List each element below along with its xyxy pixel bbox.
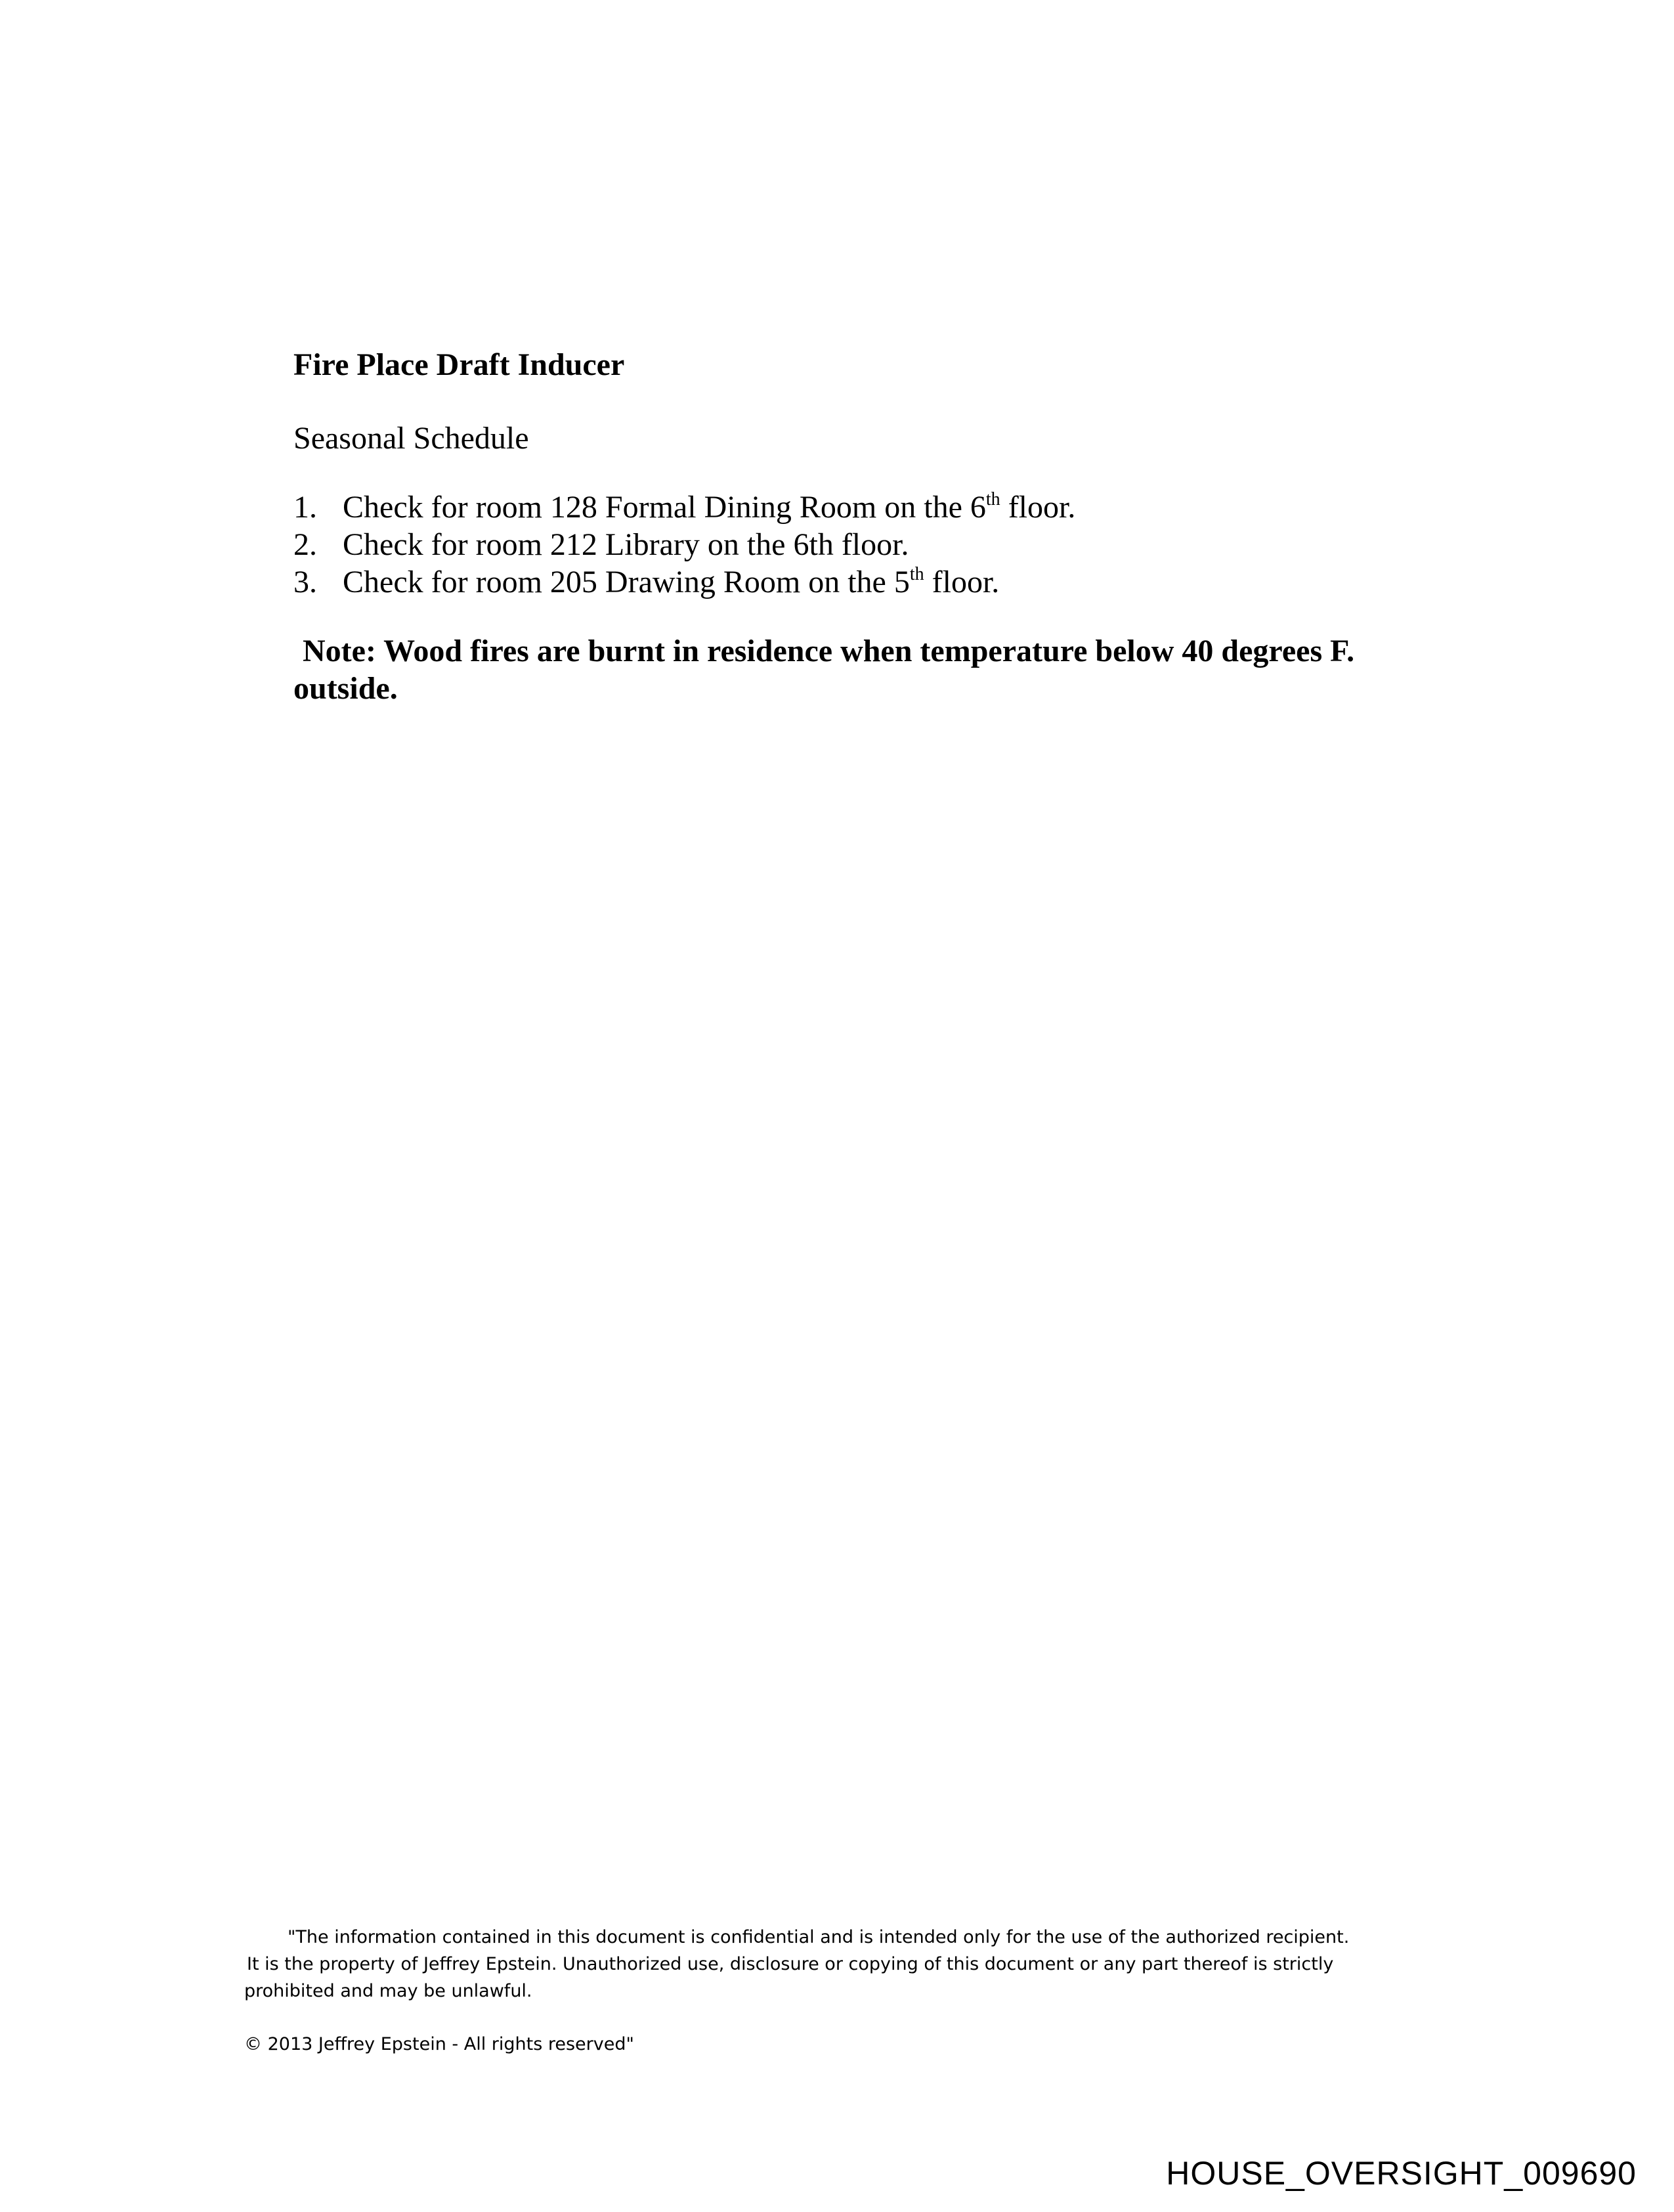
disclaimer-line: It is the property of Jeffrey Epstein. Unauthorized use, disclosure or copying of this document or any part thereof is strictly	[247, 1954, 1334, 1974]
list-item-number: 1.	[293, 490, 317, 525]
note-text: Note: Wood fires are burnt in residence when temperature below 40 degrees F. outside.	[293, 634, 1355, 706]
disclaimer-line: "The information contained in this document is confidential and is intended only for the use of the authorized recipient.	[288, 1927, 1350, 1947]
document-body	[293, 341, 1475, 707]
list-item-text: Check for room 128 Formal Dining Room on the 6th floor.	[343, 489, 1076, 525]
document-title: Fire Place Draft Inducer	[293, 347, 625, 382]
document-subtitle: Seasonal Schedule	[293, 421, 529, 456]
confidentiality-disclaimer	[244, 1924, 1413, 2058]
list-item	[293, 526, 1475, 563]
list-item-text: Check for room 212 Library on the 6th floor.	[343, 527, 909, 562]
bates-number: HOUSE_OVERSIGHT_009690	[1166, 2155, 1637, 2192]
list-item-number: 2.	[293, 527, 317, 562]
list-item-number: 3.	[293, 565, 317, 599]
disclaimer-line: prohibited and may be unlawful.	[244, 1981, 532, 2001]
list-item-text: Check for room 205 Drawing Room on the 5th floor.	[343, 564, 1000, 599]
schedule-list	[293, 488, 1475, 601]
copyright-notice: © 2013 Jeffrey Epstein - All rights reserved"	[244, 2034, 634, 2054]
list-item	[293, 488, 1475, 526]
list-item	[293, 563, 1475, 601]
